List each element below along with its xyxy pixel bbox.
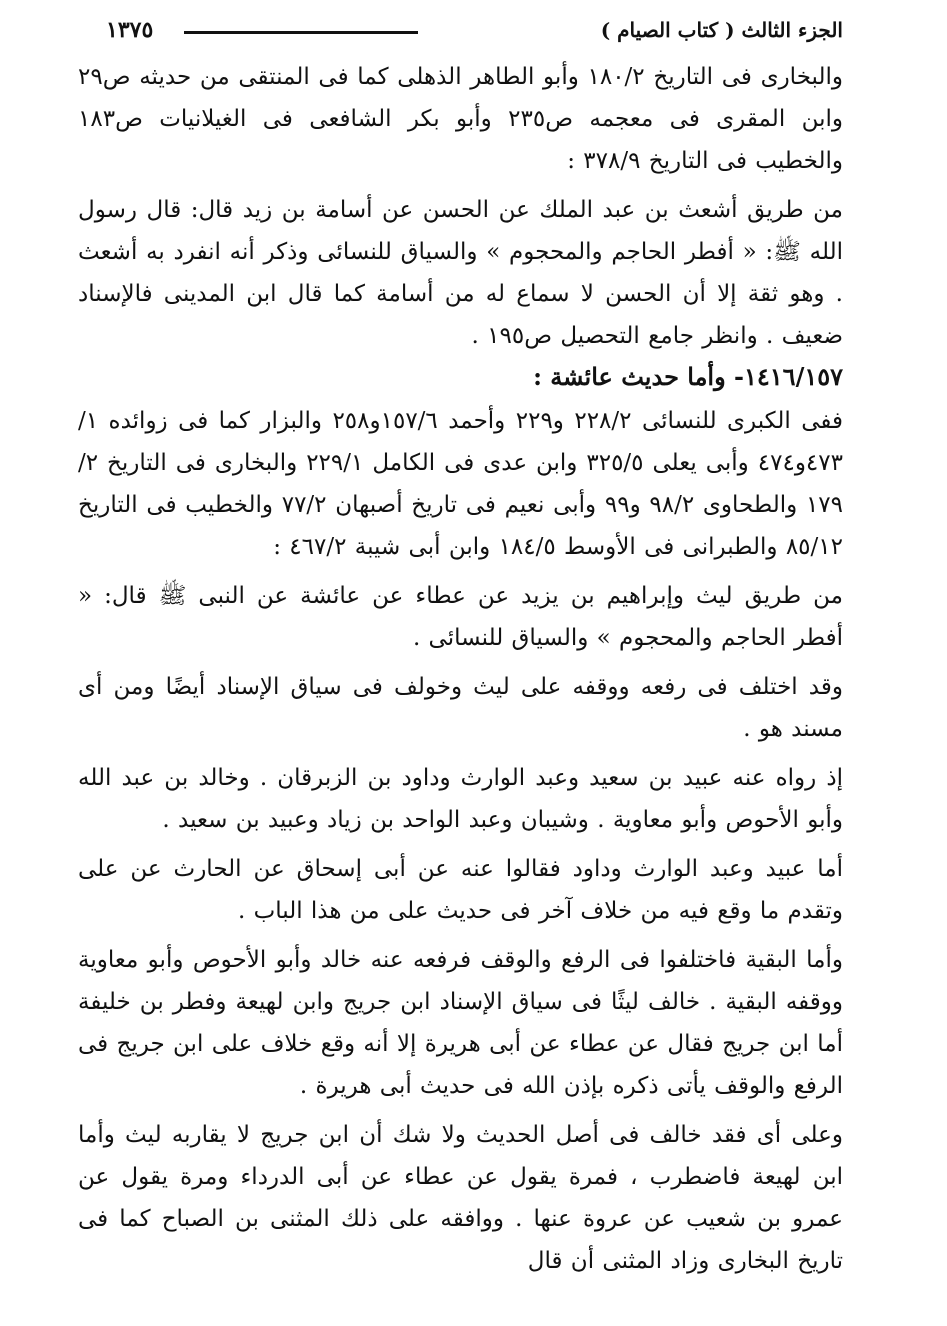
paragraph-8: وأما البقية فاختلفوا فى الرفع والوقف فرفعه عنه خالد وأبو الأحوص وأبو معاوية ووقفه البقية . خالف ليثًا فى سياق الإسناد ابن جريج وابن لهيعة وفطر بن خليفة أما ابن جريج فقال عن عطاء عن أبى هريرة إلا أنه وقع خلاف على ابن جريج فى الرفع والوقف يأتى ذكره بإذن الله فى حديث أبى هريرة . <box>78 947 843 1099</box>
paragraph-6: إذ رواه عنه عبيد بن سعيد وعبد الوارث وداود بن الزبرقان . وخالد بن عبد الله وأبو الأحوص وأبو معاوية . وشيبان وعبد الواحد بن زياد وعبيد بن سعيد . <box>78 765 843 833</box>
section-heading: ١٤١٦/١٥٧- وأما حديث عائشة : <box>533 362 843 391</box>
paragraph-9: وعلى أى فقد خالف فى أصل الحديث ولا شك أن ابن جريج لا يقاربه ليث وأما ابن لهيعة فاضطرب ، فمرة يقول عن عطاء عن أبى الدرداء ومرة يقول عن عمرو بن شعيب عن عروة عنها . ووافقه على ذلك المثنى بن الصباح كما فى تاريخ البخارى وزاد المثنى أن قال <box>78 1122 843 1274</box>
page-number: ١٣٧٥ <box>106 17 154 43</box>
paragraph-7: أما عبيد وعبد الوارث وداود فقالوا عنه عن أبى إسحاق عن الحارث عن على وتقدم ما وقع فيه من خلاف آخر فى حديث على من هذا الباب . <box>78 856 843 924</box>
paragraph-1: والبخارى فى التاريخ ١٨٠/٢ وأبو الطاهر الذهلى كما فى المنتقى من حديثه ص٢٩ وابن المقرى فى معجمه ص٢٣٥ وأبو بكر الشافعى فى الغيلانيات ص١٨٣ والخطيب فى التاريخ ٣٧٨/٩ : <box>78 64 843 174</box>
page-content <box>78 56 843 1282</box>
paragraph-5: وقد اختلف فى رفعه ووقفه على ليث وخولف فى سياق الإسناد أيضًا ومن أى مسند هو . <box>78 674 843 742</box>
header-rule <box>184 31 418 34</box>
paragraph-4: من طريق ليث وإبراهيم بن يزيد عن عطاء عن عائشة عن النبى ﷺ قال: « أفطر الحاجم والمحجوم » والسياق للنسائى . <box>78 583 843 651</box>
running-title: الجزء الثالث ( كتاب الصيام ) <box>600 18 843 42</box>
page-header <box>78 18 843 56</box>
paragraph-2: من طريق أشعث بن عبد الملك عن الحسن عن أسامة بن زيد قال: قال رسول الله ﷺ: « أفطر الحاجم والمحجوم » والسياق للنسائى وذكر أنه انفرد به أشعث . وهو ثقة إلا أن الحسن لا سماع له من أسامة كما قال ابن المدينى فالإسناد ضعيف . وانظر جامع التحصيل ص١٩٥ . <box>78 197 843 349</box>
paragraph-3: ففى الكبرى للنسائى ٢٢٨/٢ و٢٢٩ وأحمد ١٥٧/٦و٢٥٨ والبزار كما فى زوائده ١/ ٤٧٣و٤٧٤ وأبى يعلى ٣٢٥/٥ وابن عدى فى الكامل ٢٢٩/١ والبخارى فى التاريخ ٢/ ١٧٩ والطحاوى ٩٨/٢ و٩٩ وأبى نعيم فى تاريخ أصبهان ٧٧/٢ والخطيب فى التاريخ ٨٥/١٢ والطبرانى فى الأوسط ١٨٤/٥ وابن أبى شيبة ٤٦٧/٢ : <box>78 408 843 560</box>
